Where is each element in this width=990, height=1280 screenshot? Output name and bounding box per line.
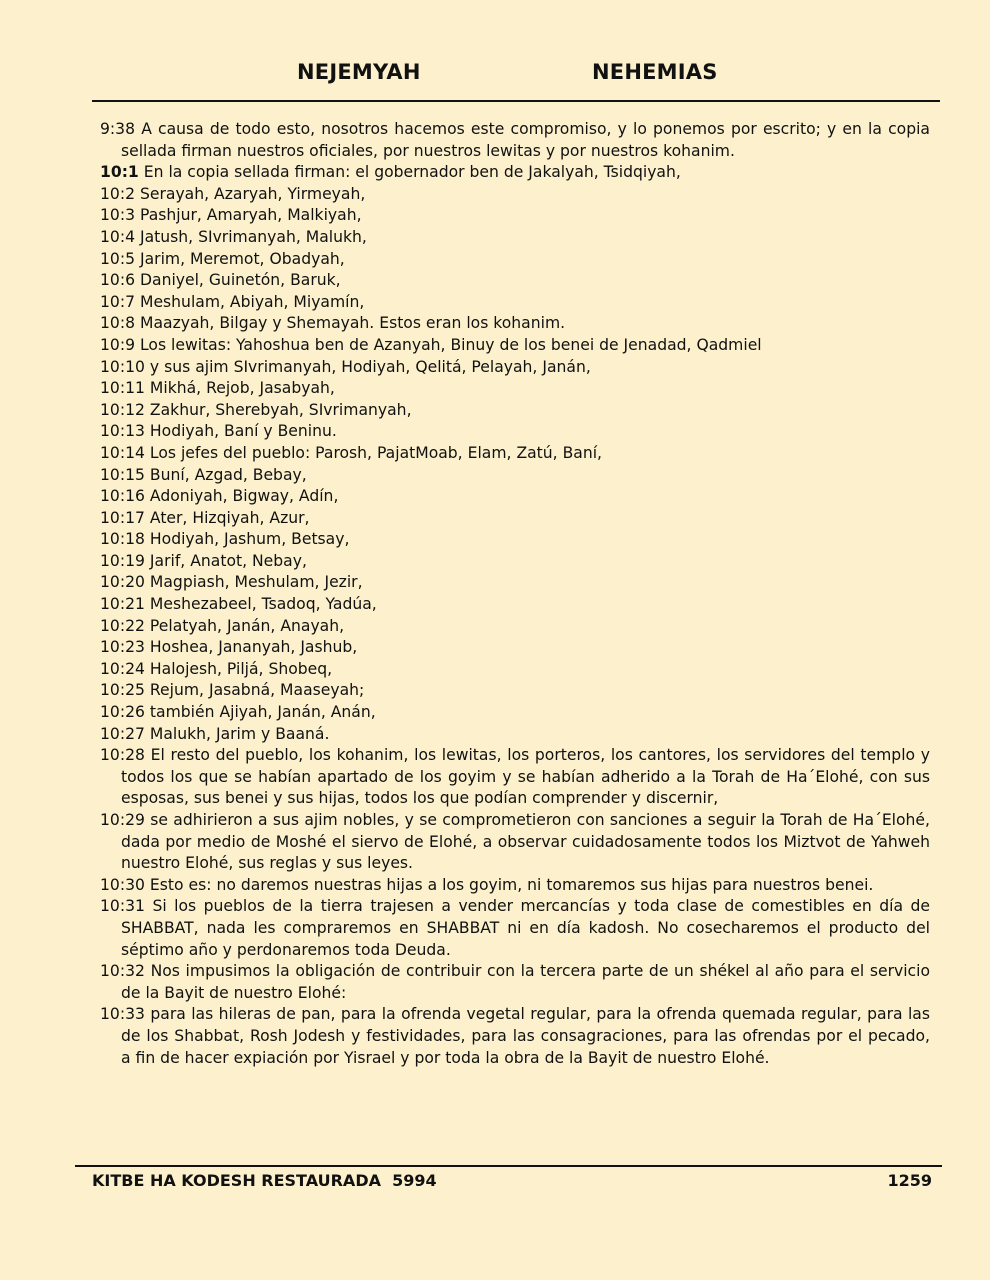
verse-number: 10:26 <box>100 703 145 722</box>
verse <box>100 486 930 508</box>
verse-text: Los jefes del pueblo: Parosh, PajatMoab, Elam, Zatú, Baní, <box>149 443 603 462</box>
verse <box>100 508 930 530</box>
verse-number: 10:29 <box>100 811 145 829</box>
footer-book-title: KITBE HA KODESH RESTAURADA 5994 <box>92 1171 437 1190</box>
verse-number: 10:12 <box>100 400 145 419</box>
verse-number: 10:1 <box>100 163 139 182</box>
verse-number: 10:14 <box>100 443 145 462</box>
verse-text: se adhirieron a sus ajim nobles, y se comprometieron con sanciones a seguir la Torah de Ha´Elohé, dada por medio de Moshé el siervo de Elohé, a observar cuidadosamente todos los Miztvot de Yahweh nuestro Elohé, sus reglas y sus leyes. <box>121 811 930 873</box>
verse-text: En la copia sellada firman: el gobernador ben de Jakalyah, Tsidqiyah, <box>143 163 681 182</box>
verse <box>100 896 930 961</box>
verse <box>100 292 930 314</box>
verse-number: 10:6 <box>100 271 136 290</box>
verse-number: 10:24 <box>100 659 145 678</box>
verse-text: Esto es: no daremos nuestras hijas a los goyim, ni tomaremos sus hijas para nuestros benei. <box>149 875 874 894</box>
verse-text: Hoshea, Jananyah, Jashub, <box>149 638 358 657</box>
verse <box>100 1004 930 1069</box>
verse <box>100 875 930 897</box>
verse-text: Hodiyah, Jashum, Betsay, <box>149 530 350 549</box>
verse-number: 10:27 <box>100 724 145 743</box>
verse-number: 10:28 <box>100 746 145 765</box>
verse-text: Maazyah, Bilgay y Shemayah. Estos eran los kohanim. <box>140 314 566 333</box>
verse-number: 9:38 <box>100 120 136 138</box>
verse <box>100 421 930 443</box>
verse <box>100 961 930 1004</box>
verse <box>100 702 930 724</box>
verse <box>100 378 930 400</box>
verse-text: Mikhá, Rejob, Jasabyah, <box>149 379 335 398</box>
verse <box>100 616 930 638</box>
verse-number: 10:33 <box>100 1005 145 1024</box>
verse <box>100 572 930 594</box>
verse-text: Adoniyah, Bigway, Adín, <box>149 487 339 506</box>
verse <box>100 400 930 422</box>
verse-number: 10:9 <box>100 335 136 354</box>
verse-number: 10:10 <box>100 357 145 376</box>
verse-text: Jatush, SIvrimanyah, Malukh, <box>140 227 367 246</box>
verse-number: 10:5 <box>100 249 136 268</box>
verse-text: Zakhur, Sherebyah, SIvrimanyah, <box>149 400 412 419</box>
verse-number: 10:15 <box>100 465 145 484</box>
verse-number: 10:11 <box>100 379 145 398</box>
verse-text: Si los pueblos de la tierra trajesen a vender mercancías y toda clase de comestibles en día de SHABBAT, nada les compraremos en SHABBAT ni en día kadosh. No cosecharemos el producto del séptimo año y perdonaremos toda Deuda. <box>121 897 930 959</box>
verse-number: 10:7 <box>100 292 136 311</box>
verse-text: Halojesh, Piljá, Shobeq, <box>149 659 333 678</box>
verse-number: 10:8 <box>100 314 136 333</box>
verse <box>100 529 930 551</box>
verse <box>100 270 930 292</box>
verse-text: Rejum, Jasabná, Maaseyah; <box>149 681 365 700</box>
verse <box>100 551 930 573</box>
verse <box>100 335 930 357</box>
verse <box>100 443 930 465</box>
verse-text: Hodiyah, Baní y Beninu. <box>149 422 337 441</box>
verse-number: 10:22 <box>100 616 145 635</box>
verse <box>100 357 930 379</box>
verse-text: Meshulam, Abiyah, Miyamín, <box>140 292 365 311</box>
verse-text: A causa de todo esto, nosotros hacemos este compromiso, y lo ponemos por escrito; y en la copia sellada firman nuestros oficiales, por nuestros lewitas y por nuestros kohanim. <box>121 120 930 160</box>
verse-text: para las hileras de pan, para la ofrenda vegetal regular, para la ofrenda quemada regular, para las de los Shabbat, Rosh Jodesh y festividades, para las consagraciones, para las ofrendas por el pecado, a fin de hacer expiación por Yisrael y por toda la obra de la Bayit de nuestro Elohé. <box>121 1005 930 1067</box>
verse-number: 10:4 <box>100 227 136 246</box>
header-divider <box>92 100 940 102</box>
verse <box>100 119 930 162</box>
verse-text: Serayah, Azaryah, Yirmeyah, <box>140 184 366 203</box>
verse-number: 10:18 <box>100 530 145 549</box>
verse-text: Daniyel, Guinetón, Baruk, <box>140 271 341 290</box>
verse <box>100 637 930 659</box>
verse-number: 10:17 <box>100 508 145 527</box>
verse-text: Nos impusimos la obligación de contribuir con la tercera parte de un shékel al año para el servicio de la Bayit de nuestro Elohé: <box>121 962 930 1002</box>
verse-text: Ater, Hizqiyah, Azur, <box>149 508 310 527</box>
verse-number: 10:3 <box>100 206 136 225</box>
verse-number: 10:20 <box>100 573 145 592</box>
verse-text: Meshezabeel, Tsadoq, Yadúa, <box>149 595 377 614</box>
verse-text: Magpiash, Meshulam, Jezir, <box>149 573 363 592</box>
verse <box>100 162 930 184</box>
verse-number: 10:2 <box>100 184 136 203</box>
verse-number: 10:21 <box>100 595 145 614</box>
verse-number: 10:25 <box>100 681 145 700</box>
verse-number: 10:32 <box>100 962 145 981</box>
verse-text: Pashjur, Amaryah, Malkiyah, <box>140 206 362 225</box>
verse-text: Pelatyah, Janán, Anayah, <box>149 616 345 635</box>
verse-text: y sus ajim SIvrimanyah, Hodiyah, Qelitá, Pelayah, Janán, <box>149 357 591 376</box>
verse-text: El resto del pueblo, los kohanim, los lewitas, los porteros, los cantores, los servidores del templo y todos los que se habían apartado de los goyim y se habían adherido a la Torah de Ha´Elohé, con sus esposas, sus benei y sus hijas, todos los que podían comprender y discernir, <box>121 746 930 808</box>
verse <box>100 594 930 616</box>
verse-number: 10:13 <box>100 422 145 441</box>
verse-number: 10:19 <box>100 551 145 570</box>
verse <box>100 227 930 249</box>
verse <box>100 205 930 227</box>
verse <box>100 249 930 271</box>
verse-text: Buní, Azgad, Bebay, <box>149 465 307 484</box>
scripture-text <box>100 119 930 1069</box>
page-number: 1259 <box>887 1171 932 1190</box>
running-header-hebrew-title: NEJEMYAH <box>297 60 421 84</box>
running-header-spanish-title: NEHEMIAS <box>592 60 718 84</box>
verse <box>100 745 930 810</box>
verse-text: Los lewitas: Yahoshua ben de Azanyah, Binuy de los benei de Jenadad, Qadmiel <box>140 335 762 354</box>
verse <box>100 724 930 746</box>
verse <box>100 313 930 335</box>
verse-number: 10:23 <box>100 638 145 657</box>
verse <box>100 680 930 702</box>
verse-text: también Ajiyah, Janán, Anán, <box>149 703 376 722</box>
verse <box>100 659 930 681</box>
verse-text: Jarim, Meremot, Obadyah, <box>140 249 345 268</box>
verse-number: 10:16 <box>100 487 145 506</box>
verse-text: Jarif, Anatot, Nebay, <box>149 551 307 570</box>
verse-text: Malukh, Jarim y Baaná. <box>149 724 330 743</box>
verse <box>100 810 930 875</box>
verse-number: 10:31 <box>100 897 145 916</box>
verse <box>100 465 930 487</box>
footer-divider <box>75 1165 942 1167</box>
verse-number: 10:30 <box>100 875 145 894</box>
verse <box>100 184 930 206</box>
